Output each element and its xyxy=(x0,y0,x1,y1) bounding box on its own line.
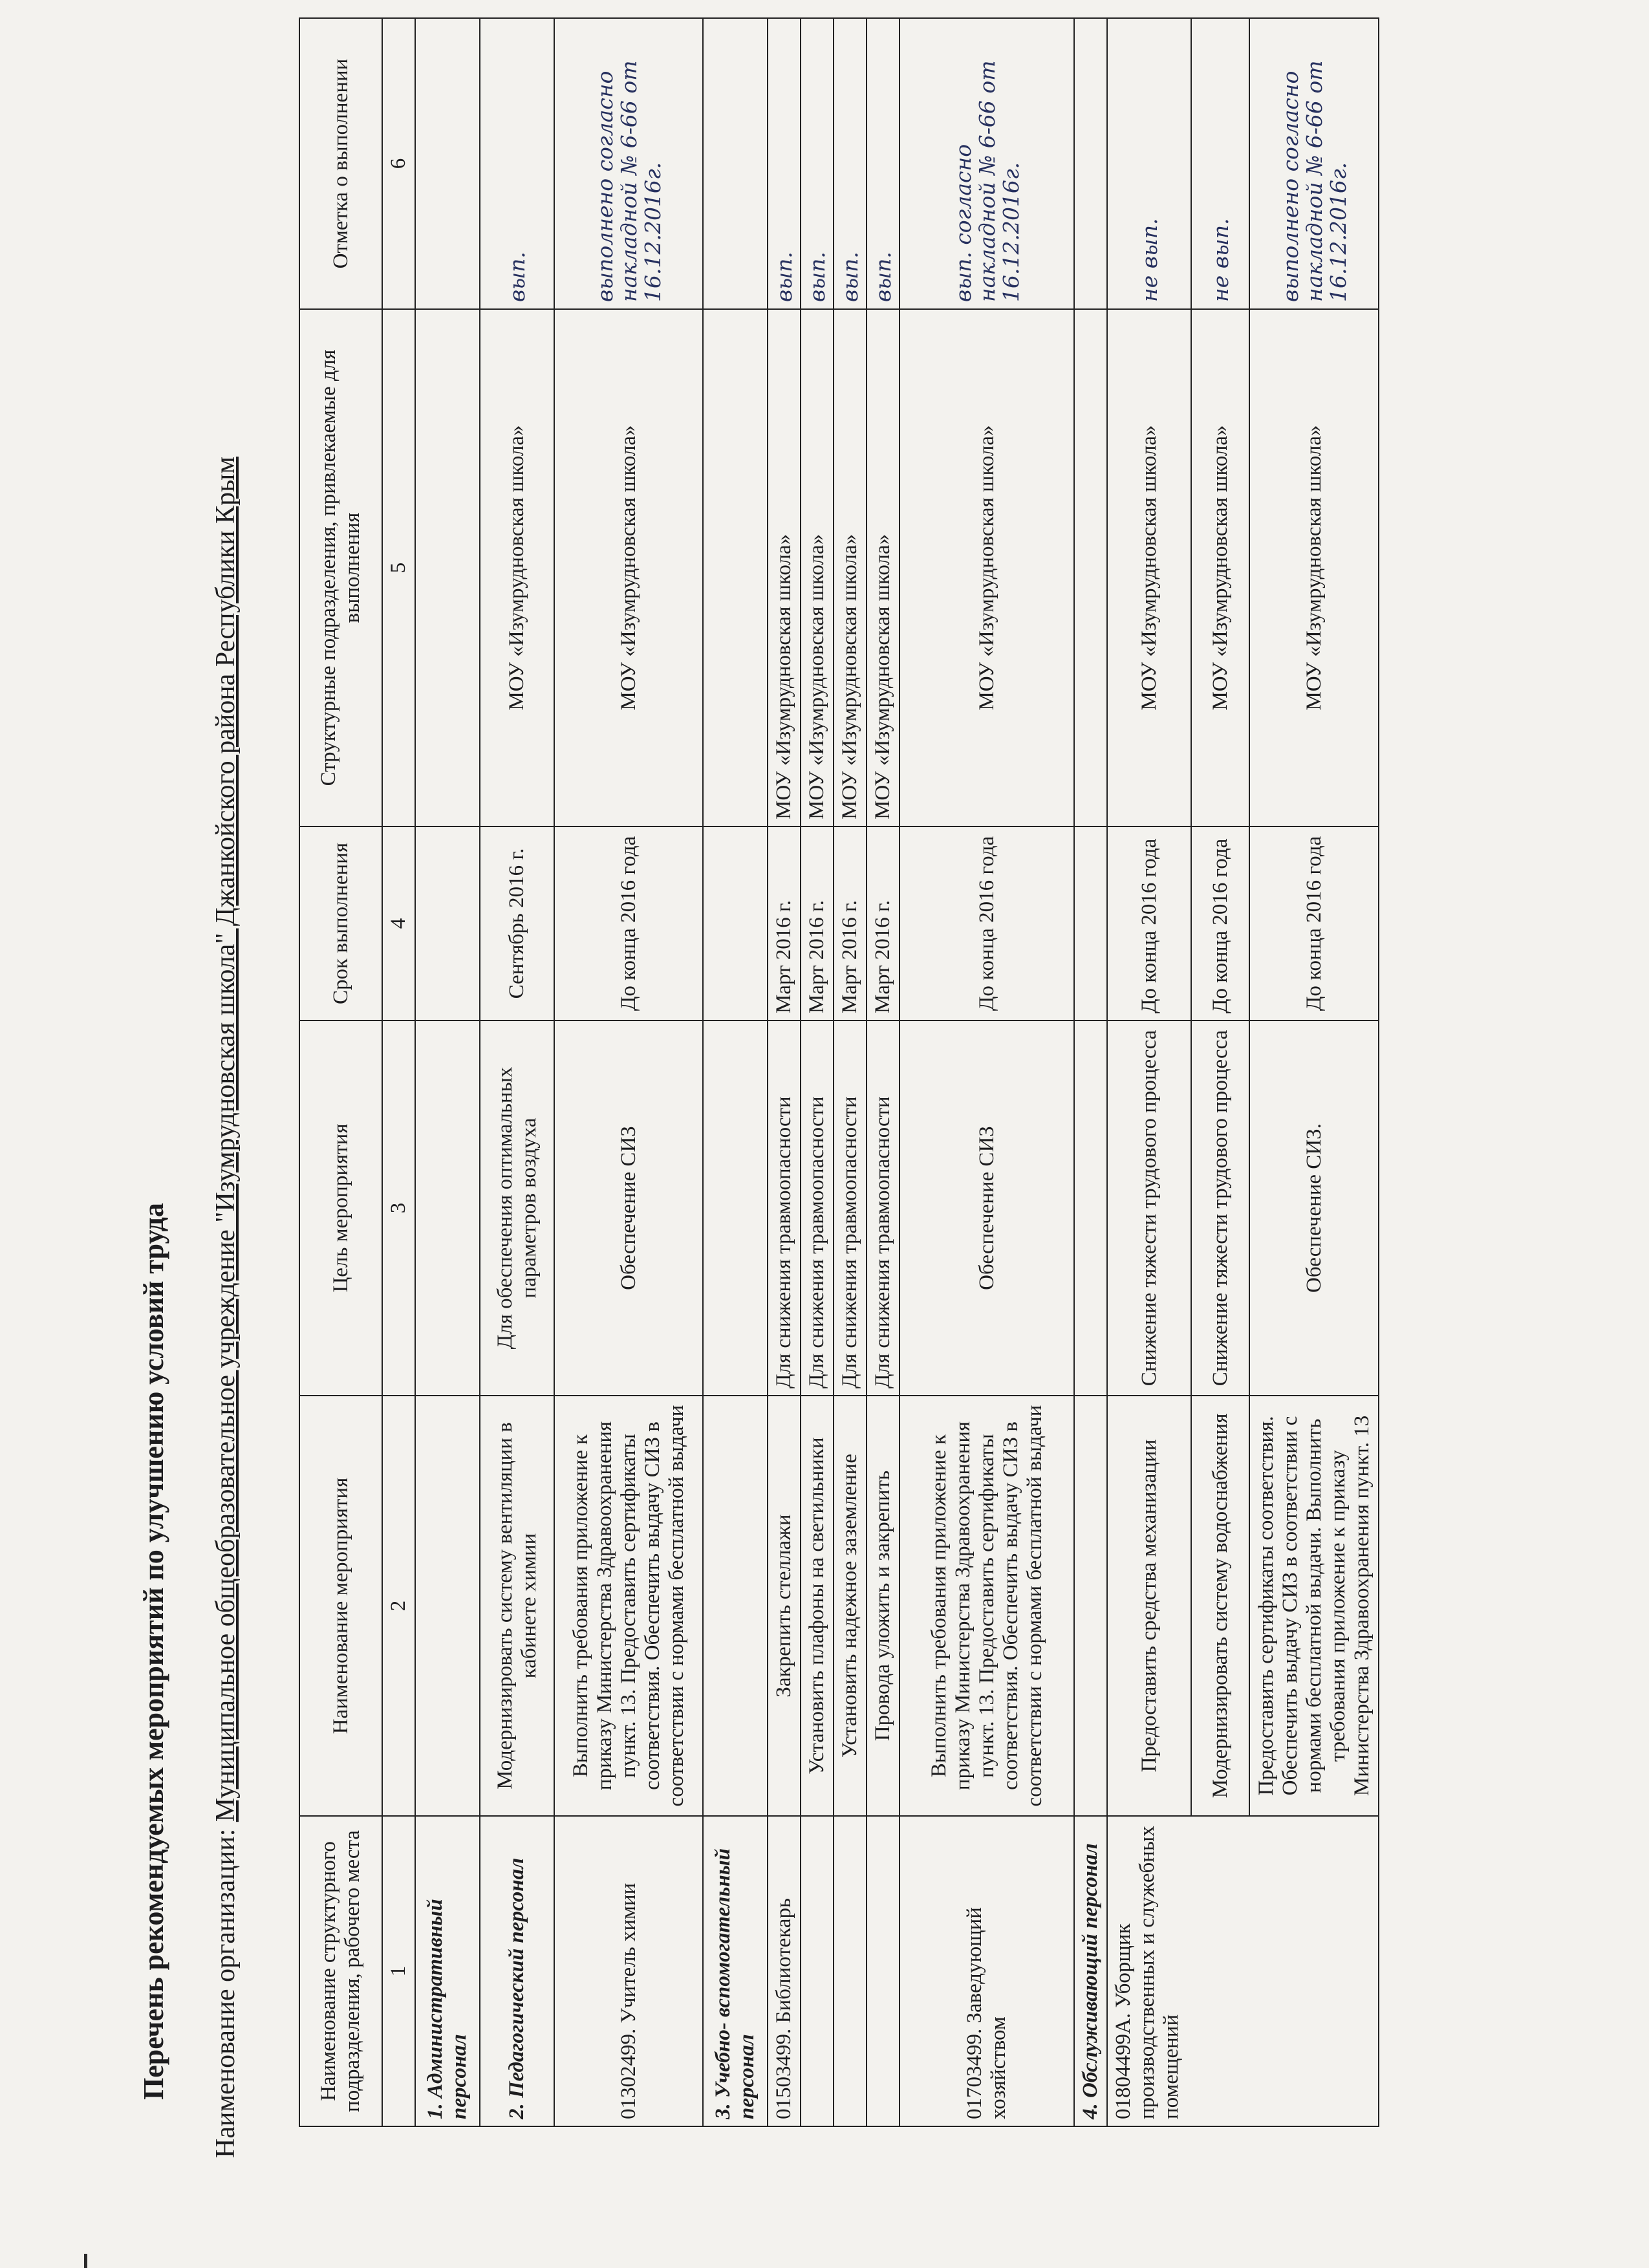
dept-cell: МОУ «Изумрудновская школа» xyxy=(834,309,867,826)
header-number: 4 xyxy=(382,826,415,1021)
empty-cell xyxy=(1074,309,1107,826)
goal-cell: Снижение тяжести трудового процесса xyxy=(1107,1021,1191,1396)
measure-cell: Выполнить требования приложение к приказу Министерства Здравоохранения пункт. 13. Предоставить сертификаты соответствия. Обеспечить выдачу СИЗ в соответствии с нормами бесплатной выдачи xyxy=(554,1396,703,1816)
measure-cell: Модернизировать систему вентиляции в кабинете химии xyxy=(480,1396,554,1816)
empty-cell xyxy=(415,1021,480,1396)
header-cell-dept: Структурные подразделения, привлекаемые для выполнения xyxy=(299,309,382,826)
organization-label: Наименование организации: xyxy=(211,1822,241,2158)
goal-cell: Обеспечение СИЗ xyxy=(554,1021,703,1396)
empty-cell xyxy=(415,309,480,826)
goal-cell: Для снижения травмоопасности xyxy=(801,1021,834,1396)
goal-cell: Снижение тяжести трудового процесса xyxy=(1191,1021,1249,1396)
dept-cell: МОУ «Изумрудновская школа» xyxy=(867,309,900,826)
measure-cell: Выполнить требования приложение к приказу Министерства Здравоохранения пункт. 13. Предоставить сертификаты соответствия. Обеспечить выдачу СИЗ в соответствии с нормами бесплатной выдачи xyxy=(900,1396,1074,1816)
goal-cell: Обеспечение СИЗ. xyxy=(1249,1021,1379,1396)
mark-cell-handwritten: не вып. xyxy=(1107,18,1191,309)
empty-cell xyxy=(1074,18,1107,309)
term-cell: До конца 2016 года xyxy=(900,826,1074,1021)
table-row xyxy=(867,18,900,2126)
mark-cell-handwritten: вып. xyxy=(768,18,801,309)
table-row xyxy=(900,18,1074,2126)
term-cell: Сентябрь 2016 г. xyxy=(480,826,554,1021)
term-cell: Март 2016 г. xyxy=(801,826,834,1021)
measure-cell: Закрепить стеллажи xyxy=(768,1396,801,1816)
section-admin: 1. Административный персонал xyxy=(415,1816,480,2126)
page-title: Перечень рекомендуемых мероприятий по улучшению условий труда xyxy=(138,1203,169,2100)
empty-cell xyxy=(1074,1396,1107,1816)
empty-cell xyxy=(703,309,768,826)
table-row xyxy=(1107,18,1191,2126)
header-number: 6 xyxy=(382,18,415,309)
table-row xyxy=(834,18,867,2126)
term-cell: Март 2016 г. xyxy=(768,826,801,1021)
header-cell-goal: Цель мероприятия xyxy=(299,1021,382,1396)
dept-cell: МОУ «Изумрудновская школа» xyxy=(480,309,554,826)
empty-cell xyxy=(415,18,480,309)
organization-line xyxy=(207,24,244,2158)
mark-cell-handwritten: выполнено согласно накладной № 6-66 от 16.12.2016г. xyxy=(1249,18,1379,309)
dept-cell: МОУ «Изумрудновская школа» xyxy=(900,309,1074,826)
header-cell-mark: Отметка о выполнении xyxy=(299,18,382,309)
dept-cell: МОУ «Изумрудновская школа» xyxy=(768,309,801,826)
header-number: 5 xyxy=(382,309,415,826)
empty-cell xyxy=(1074,1021,1107,1396)
empty-cell xyxy=(415,1396,480,1816)
goal-cell: Для обеспечения оптимальных параметров воздуха xyxy=(480,1021,554,1396)
empty-cell xyxy=(703,826,768,1021)
section-support: 3. Учебно- вспомогательный персонал xyxy=(703,1816,768,2126)
table-number-row xyxy=(382,18,415,2126)
header-cell-measure: Наименование мероприятия xyxy=(299,1396,382,1816)
section-row xyxy=(415,18,480,2126)
organization-value: Муниципальное общеобразовательное учреждение "Изумрудновская школа" Джанкойского района Республики Крым xyxy=(211,457,241,1822)
term-cell: До конца 2016 года xyxy=(1249,826,1379,1021)
mark-cell-handwritten: вып. xyxy=(834,18,867,309)
term-cell: До конца 2016 года xyxy=(1191,826,1249,1021)
table-row xyxy=(1249,18,1379,2126)
mark-cell-handwritten: не вып. xyxy=(1191,18,1249,309)
empty-cell xyxy=(1074,826,1107,1021)
mark-cell-handwritten: вып. xyxy=(867,18,900,309)
dept-cell: МОУ «Изумрудновская школа» xyxy=(554,309,703,826)
table-row xyxy=(554,18,703,2126)
empty-cell xyxy=(834,1816,867,2126)
measure-cell: Провода уложить и закрепить xyxy=(867,1396,900,1816)
dept-cell: МОУ «Изумрудновская школа» xyxy=(801,309,834,826)
measure-cell: Модернизировать систему водоснабжения xyxy=(1191,1396,1249,1816)
header-cell-place: Наименование структурного подразделения, рабочего места xyxy=(299,1816,382,2126)
measure-cell: Предоставить сертификаты соответствия. Обеспечить выдачу СИЗ в соответствии с нормами бесплатной выдачи. Выполнить требования приложение к приказу Министерства Здравоохранения пункт. 13 xyxy=(1249,1396,1379,1816)
mark-cell-handwritten: вып. xyxy=(801,18,834,309)
section-pedagog: 2. Педагогический персонал xyxy=(480,1816,554,2126)
goal-cell: Для снижения травмоопасности xyxy=(867,1021,900,1396)
table-row xyxy=(801,18,834,2126)
table-row xyxy=(480,18,554,2126)
mark-cell-handwritten: выполнено согласно накладной № 6-66 от 16.12.2016г. xyxy=(554,18,703,309)
header-cell-term: Срок выполнения xyxy=(299,826,382,1021)
place-cell: 01804499А. Уборщик производственных и служебных помещений xyxy=(1107,1816,1379,2126)
goal-cell: Для снижения травмоопасности xyxy=(768,1021,801,1396)
header-number: 1 xyxy=(382,1816,415,2126)
mark-cell-handwritten: вып. xyxy=(480,18,554,309)
measure-cell: Установить плафоны на светильники xyxy=(801,1396,834,1816)
place-cell: 01302499. Учитель химии xyxy=(554,1816,703,2126)
mark-cell-handwritten: вып. согласно накладной № 6-66 от 16.12.2016г. xyxy=(900,18,1074,309)
empty-cell xyxy=(703,18,768,309)
dept-cell: МОУ «Изумрудновская школа» xyxy=(1249,309,1379,826)
empty-cell xyxy=(703,1396,768,1816)
section-row xyxy=(703,18,768,2126)
goal-cell: Обеспечение СИЗ xyxy=(900,1021,1074,1396)
term-cell: Март 2016 г. xyxy=(867,826,900,1021)
term-cell: Март 2016 г. xyxy=(834,826,867,1021)
place-cell: 01503499. Библиотекарь xyxy=(768,1816,801,2126)
empty-cell xyxy=(867,1816,900,2126)
table-header-row xyxy=(299,18,382,2126)
place-cell: 01703499. Заведующий хозяйством xyxy=(900,1816,1074,2126)
header-number: 3 xyxy=(382,1021,415,1396)
dept-cell: МОУ «Изумрудновская школа» xyxy=(1191,309,1249,826)
measure-cell: Предоставить средства механизации xyxy=(1107,1396,1191,1816)
header-number: 2 xyxy=(382,1396,415,1816)
empty-cell xyxy=(703,1021,768,1396)
term-cell: До конца 2016 года xyxy=(554,826,703,1021)
measures-table xyxy=(299,17,1379,2127)
dept-cell: МОУ «Изумрудновская школа» xyxy=(1107,309,1191,826)
section-row xyxy=(1074,18,1107,2126)
term-cell: До конца 2016 года xyxy=(1107,826,1191,1021)
empty-cell xyxy=(415,826,480,1021)
table-row xyxy=(1191,18,1249,2126)
empty-cell xyxy=(801,1816,834,2126)
table-row xyxy=(768,18,801,2126)
section-service: 4. Обслуживающий персонал xyxy=(1074,1816,1107,2126)
measure-cell: Установить надежное заземление xyxy=(834,1396,867,1816)
goal-cell: Для снижения травмоопасности xyxy=(834,1021,867,1396)
